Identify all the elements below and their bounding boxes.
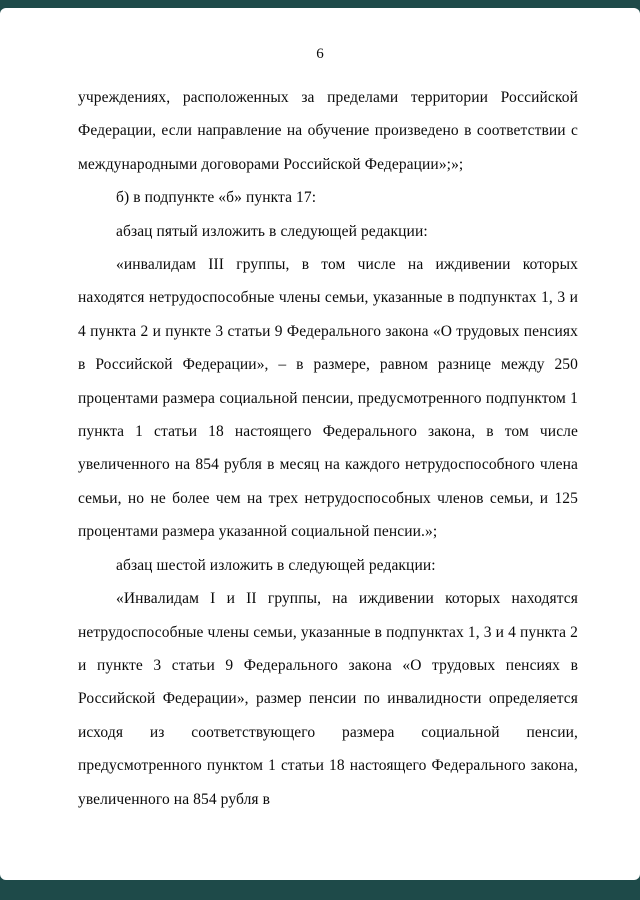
paragraph: б) в подпункте «б» пункта 17: <box>116 189 317 207</box>
page-number: 6 <box>316 46 324 62</box>
document-page <box>0 8 640 880</box>
paragraph: «инвалидам III группы, в том числе на иждивении которых находятся нетрудоспособные члены семьи, указанные в подпунктах 1, 3 и 4 пункта 2 и пункте 3 статьи 9 Федерального закона «О трудовых пенсиях в Российской Федерации», – в размере, равном разнице между 250 процентами размера социальной пенсии, предусмотренного подпунктом 1 пункта 1 статьи 18 настоящего Федерального закона, в том числе увеличенного на 854 рубля в месяц на каждого нетрудоспособного члена семьи, но не более чем на трех нетрудоспособных членов семьи, и 125 процентами размера указанной социальной пенсии.»; <box>78 256 578 541</box>
paragraph: «Инвалидам I и II группы, на иждивении которых находятся нетрудоспособные члены семьи, указанные в подпунктах 1, 3 и 4 пункта 2 и пункте 3 статьи 9 Федерального закона «О трудовых пенсиях в Российской Федерации», размер пенсии по инвалидности определяется исходя из соответствующего размера социальной пенсии, предусмотренного пунктом 1 статьи 18 настоящего Федерального закона, увеличенного на 854 рубля в <box>78 590 578 808</box>
paragraph: абзац шестой изложить в следующей редакции: <box>116 556 436 574</box>
paragraph: абзац пятый изложить в следующей редакции: <box>116 222 428 240</box>
paragraph: учреждениях, расположенных за пределами территории Российской Федерации, если направление на обучение произведено в соответствии с международными договорами Российской Федерации»;»; <box>78 89 578 173</box>
